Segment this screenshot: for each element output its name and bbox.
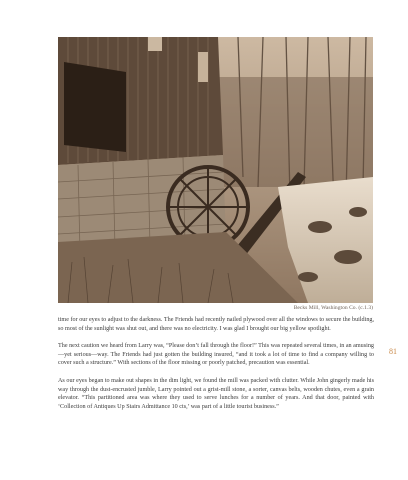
body-text — [58, 316, 374, 420]
paragraph: As our eyes began to make out shapes in the dim light, we found the mill was packed with clutter. While John gingerly made his way through the dust-encrusted jumble, Larry pointed out a grist-mill stone, a sorter, canvas belts, wooden chutes, even a grain elevator. “This partitioned area was where they used to serve lunches for a number of years. And that door, painted with ‘Collection of Antiques Up Stairs Admittance 10 cts,’ was part of a little tourist business.” — [58, 377, 374, 410]
photo-caption: Becks Mill, Washington Co. (c.1.3) — [293, 305, 373, 311]
photo-illustration — [58, 37, 373, 303]
paragraph: time for our eyes to adjust to the darkness. The Friends had recently nailed plywood over all the windows to secure the building, so most of the sunlight was shut out, and there was no electricity. I was glad I brought our big yellow spotlight. — [58, 317, 374, 332]
mill-photograph — [58, 37, 373, 303]
page-number: 81 — [389, 347, 397, 356]
paragraph: The next caution we heard from Larry was, “Please don’t fall through the floor!” This was repeated several times, in an amusing—yet serious—way. The Friends had just gotten the building insured, “and it took a lot of time to find a company willing to cover such a structure.” With sections of the floor missing or poorly patched, precaution was essential. — [58, 343, 374, 367]
